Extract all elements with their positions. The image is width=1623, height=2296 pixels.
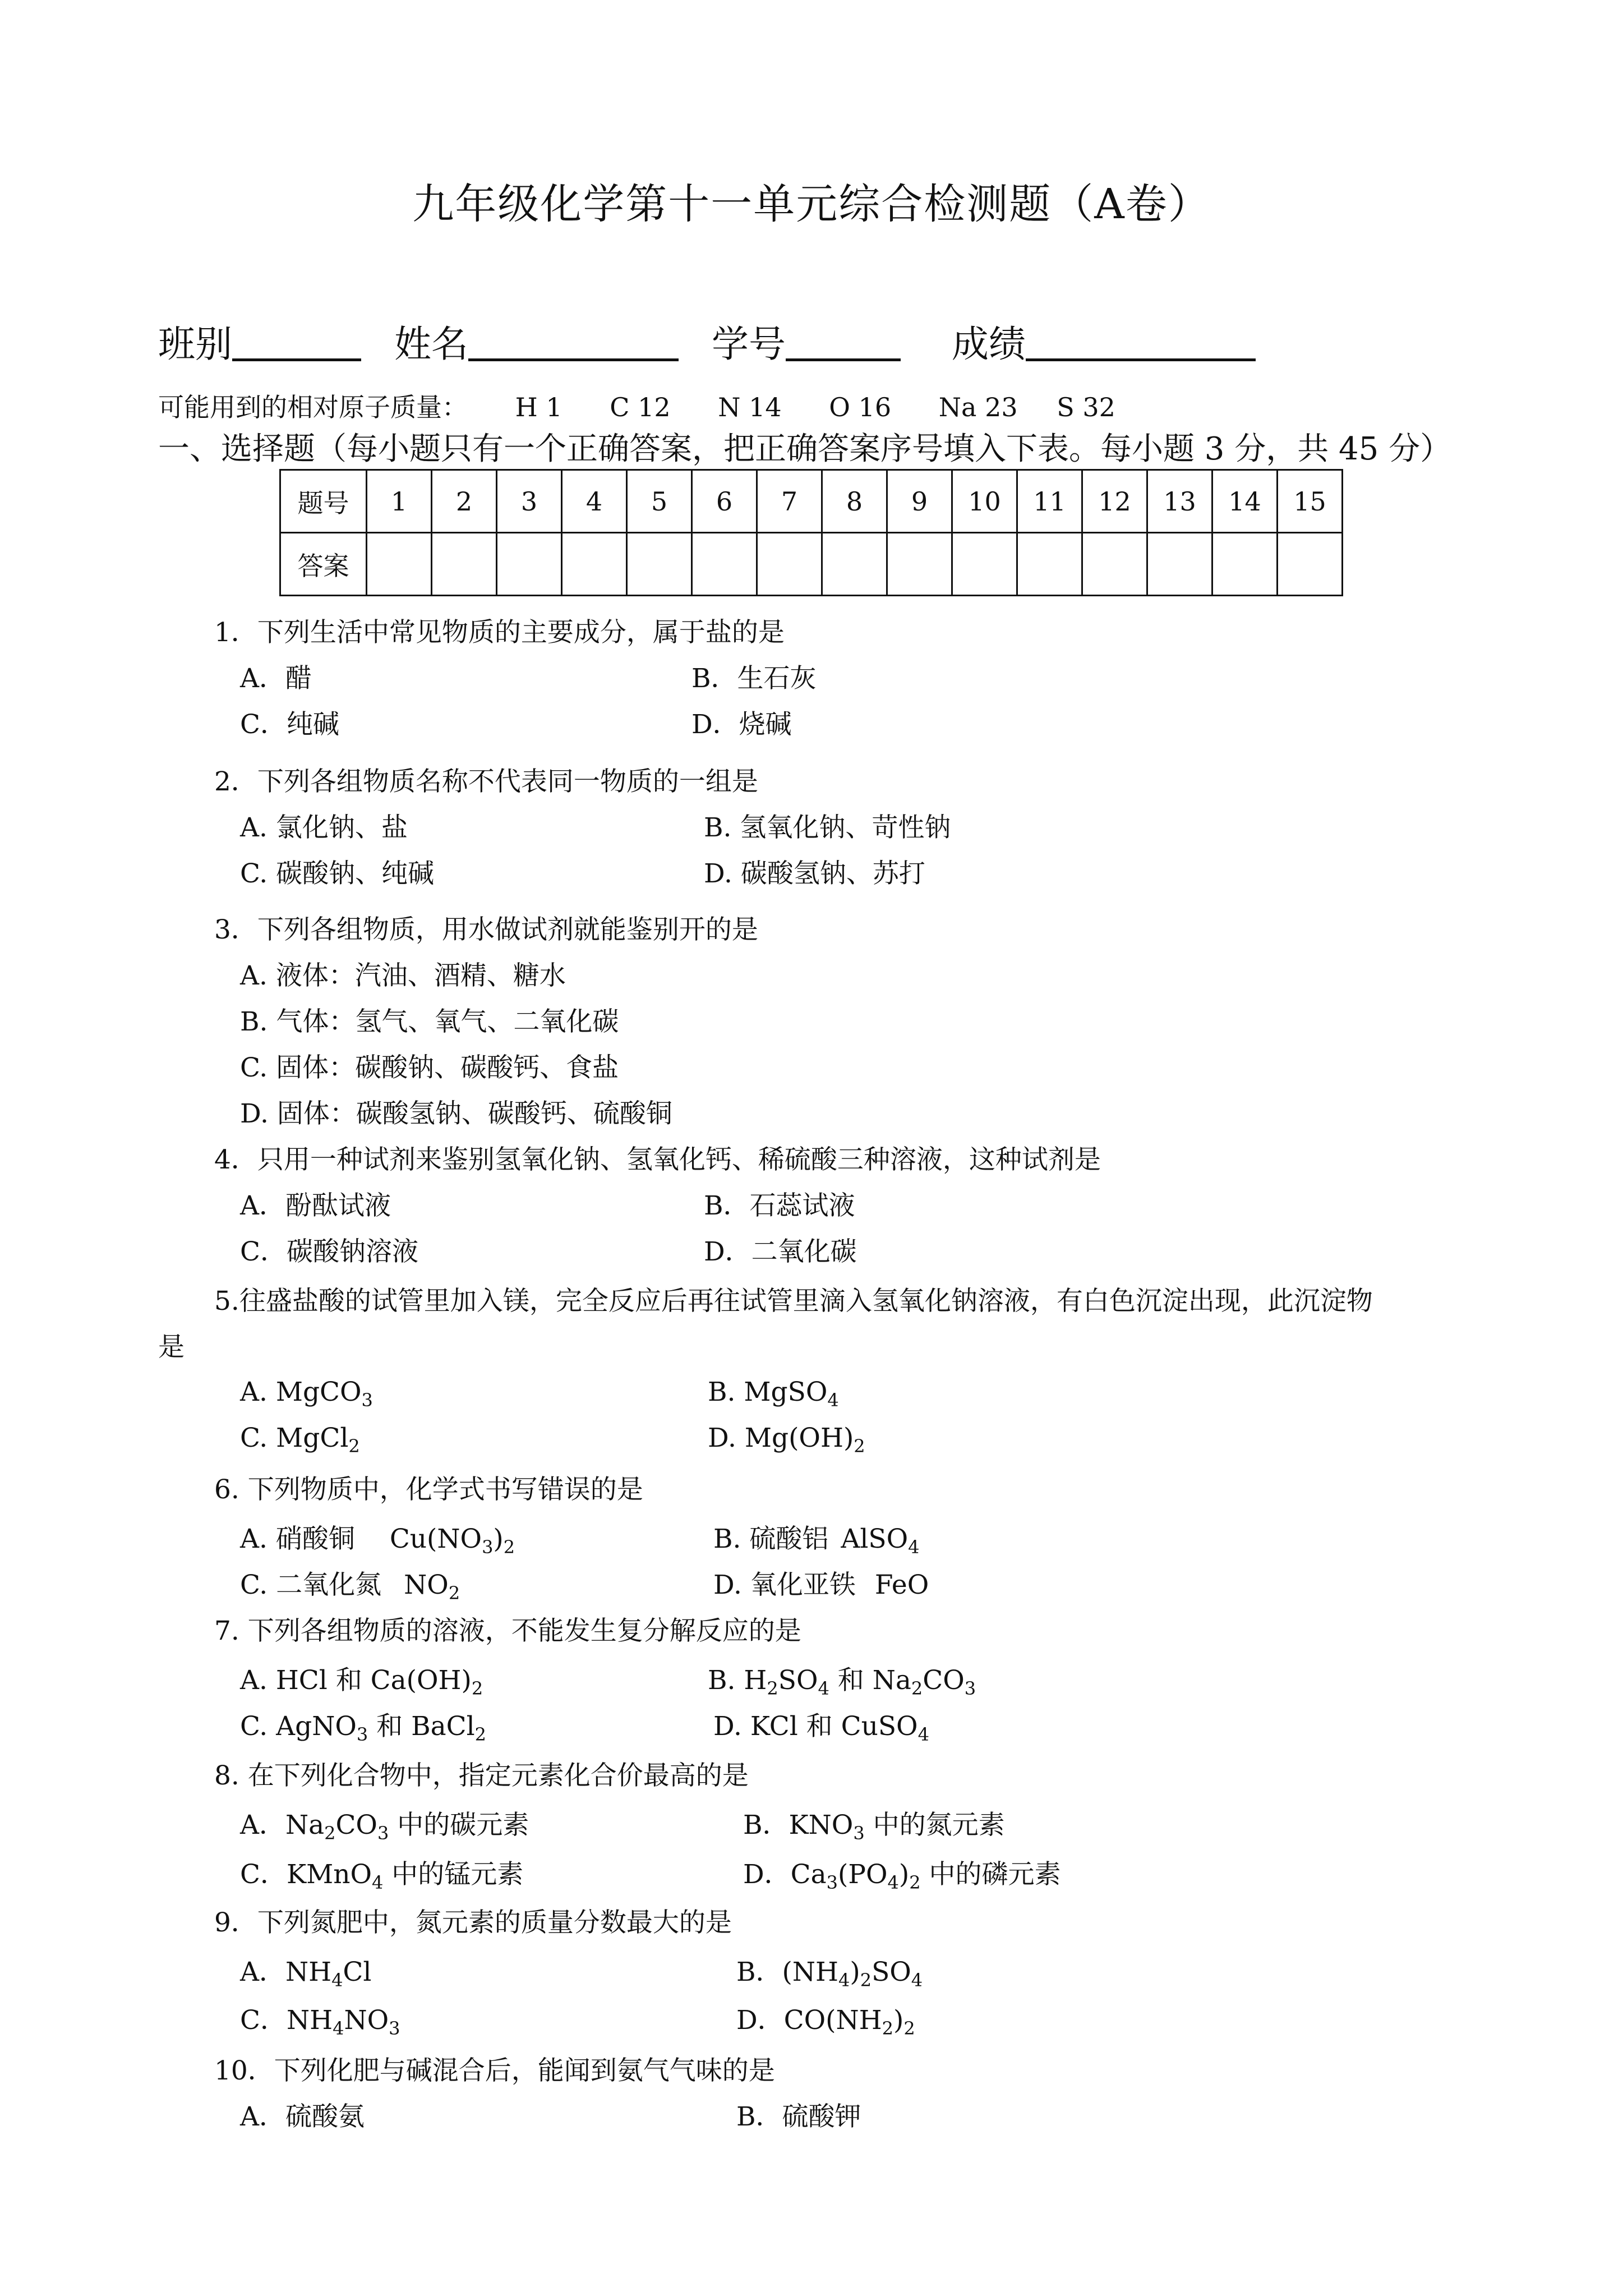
question-1-option-b: B．生石灰 xyxy=(691,663,817,694)
atomic-masses-line xyxy=(158,387,1115,424)
class-field[interactable] xyxy=(232,321,361,361)
question-number-cell: 13 xyxy=(1147,470,1212,533)
question-number-cell: 4 xyxy=(562,470,627,533)
question-7-option-b: B. $H_2SO_4$ 和 $Na_2CO_3$ xyxy=(708,1665,976,1699)
question-2-option-d: D. 碳酸氢钠、苏打 xyxy=(704,858,925,889)
question-3-option-a: A. 液体：汽油、酒精、糖水 xyxy=(240,960,566,991)
table-row xyxy=(280,470,1343,533)
question-5-option-c: C. MgCl$_2$ xyxy=(240,1423,360,1457)
atomic-mass-item: O 16 xyxy=(829,392,892,422)
question-9-option-c: C．$NH_4NO_3$ xyxy=(240,2005,400,2039)
answer-cell[interactable] xyxy=(627,533,692,596)
question-10-option-a: A．硫酸氨 xyxy=(240,2101,365,2132)
question-8-option-c: C．KMnO$_4$ 中的锰元素 xyxy=(240,1859,524,1893)
score-label: 成绩 xyxy=(951,323,1026,366)
question-2-stem: 2．下列各组物质名称不代表同一物质的一组是 xyxy=(214,766,758,797)
question-6-option-a: A. 硝酸铜 $Cu(NO_3)_2$ xyxy=(240,1524,515,1558)
answer-cell[interactable] xyxy=(1147,533,1212,596)
question-10-stem: 10．下列化肥与碱混合后，能闻到氨气气味的是 xyxy=(214,2055,775,2086)
question-number-cell: 10 xyxy=(952,470,1017,533)
question-9-option-d: D．$CO(NH_2)_2$ xyxy=(736,2005,915,2039)
question-5-stem-continuation: 是 xyxy=(158,1332,185,1363)
question-7-option-c: C. AgNO$_3$ 和 BaCl$_2$ xyxy=(240,1711,487,1745)
answer-cell[interactable] xyxy=(1017,533,1082,596)
name-label: 姓名 xyxy=(394,323,468,366)
answer-cell[interactable] xyxy=(432,533,497,596)
question-5-stem: 5.往盛盐酸的试管里加入镁，完全反应后再往试管里滴入氢氧化钠溶液，有白色沉淀出现，此沉淀物 xyxy=(214,1286,1373,1317)
question-5-option-a: A. MgCO$_3$ xyxy=(240,1377,373,1411)
table-header-cell: 答案 xyxy=(280,533,367,596)
answer-cell[interactable] xyxy=(692,533,757,596)
page-title: 九年级化学第十一单元综合检测题（A卷） xyxy=(412,180,1211,228)
student-info-line xyxy=(158,314,1256,367)
question-10-option-b: B．硫酸钾 xyxy=(736,2101,861,2132)
question-number-cell: 7 xyxy=(757,470,822,533)
question-1-stem: 1．下列生活中常见物质的主要成分，属于盐的是 xyxy=(214,617,785,648)
answer-cell[interactable] xyxy=(757,533,822,596)
question-9-stem: 9．下列氮肥中，氮元素的质量分数最大的是 xyxy=(214,1907,732,1938)
question-number-cell: 1 xyxy=(367,470,432,533)
question-number-cell: 12 xyxy=(1082,470,1147,533)
question-number-cell: 2 xyxy=(432,470,497,533)
section-heading: 一、选择题（每小题只有一个正确答案，把正确答案序号填入下表。每小题 3 分，共 45 分） xyxy=(158,431,1452,467)
answer-cell[interactable] xyxy=(1082,533,1147,596)
name-field[interactable] xyxy=(468,321,679,361)
question-4-option-a: A．酚酞试液 xyxy=(240,1190,391,1221)
answer-cell[interactable] xyxy=(367,533,432,596)
question-1-option-a: A．醋 xyxy=(240,663,312,694)
answer-cell[interactable] xyxy=(822,533,887,596)
question-number-cell: 8 xyxy=(822,470,887,533)
answer-cell[interactable] xyxy=(497,533,562,596)
question-6-stem: 6. 下列物质中，化学式书写错误的是 xyxy=(214,1474,643,1505)
question-4-option-c: C．碳酸钠溶液 xyxy=(240,1236,418,1267)
answer-cell[interactable] xyxy=(952,533,1017,596)
question-7-option-d: D. KCl 和 CuSO$_4$ xyxy=(713,1711,929,1745)
question-7-option-a: A. HCl 和 $Ca(OH)_2$ xyxy=(240,1665,483,1699)
score-field[interactable] xyxy=(1026,321,1256,361)
number-label: 学号 xyxy=(711,323,786,366)
table-row xyxy=(280,533,1343,596)
question-6-option-c: C. 二氧化氮 $NO_2$ xyxy=(240,1570,460,1604)
question-3-option-c: C. 固体：碳酸钠、碳酸钙、食盐 xyxy=(240,1052,619,1083)
question-2-option-c: C. 碳酸钠、纯碱 xyxy=(240,858,435,889)
question-5-option-b: B. MgSO$_4$ xyxy=(708,1377,839,1411)
question-2-option-b: B. 氢氧化钠、苛性钠 xyxy=(704,812,951,843)
question-8-stem: 8. 在下列化合物中，指定元素化合价最高的是 xyxy=(214,1760,749,1791)
question-9-option-a: A．$NH_4Cl$ xyxy=(240,1957,372,1991)
question-4-option-d: D．二氧化碳 xyxy=(704,1236,857,1267)
question-number-cell: 3 xyxy=(497,470,562,533)
question-5-option-d: D. $Mg(OH)_2$ xyxy=(708,1423,865,1457)
question-number-cell: 14 xyxy=(1212,470,1278,533)
question-1-option-d: D．烧碱 xyxy=(691,709,792,740)
answer-cell[interactable] xyxy=(887,533,952,596)
class-label: 班别 xyxy=(158,323,232,366)
atomic-mass-item: S 32 xyxy=(1057,392,1115,422)
atomic-mass-item: H 1 xyxy=(515,392,562,422)
question-4-option-b: B．石蕊试液 xyxy=(704,1190,855,1221)
question-8-option-d: D．$Ca_3(PO_4)_2$ 中的磷元素 xyxy=(743,1859,1061,1893)
question-1-option-c: C．纯碱 xyxy=(240,709,339,740)
question-number-cell: 6 xyxy=(692,470,757,533)
question-number-cell: 15 xyxy=(1278,470,1343,533)
number-field[interactable] xyxy=(786,321,901,361)
question-8-option-b: B．$KNO_3$ 中的氮元素 xyxy=(743,1810,1005,1844)
question-number-cell: 11 xyxy=(1017,470,1082,533)
atomic-masses-label: 可能用到的相对原子质量： xyxy=(158,392,468,422)
answer-cell[interactable] xyxy=(562,533,627,596)
question-2-option-a: A. 氯化钠、盐 xyxy=(240,812,408,843)
question-number-cell: 5 xyxy=(627,470,692,533)
question-4-stem: 4．只用一种试剂来鉴别氢氧化钠、氢氧化钙、稀硫酸三种溶液，这种试剂是 xyxy=(214,1144,1101,1175)
table-header-cell: 题号 xyxy=(280,470,367,533)
answer-cell[interactable] xyxy=(1278,533,1343,596)
question-8-option-a: A．$Na_2CO_3$ 中的碳元素 xyxy=(240,1810,529,1844)
question-3-stem: 3．下列各组物质，用水做试剂就能鉴别开的是 xyxy=(214,914,758,945)
question-number-cell: 9 xyxy=(887,470,952,533)
question-6-option-d: D. 氧化亚铁 FeO xyxy=(713,1570,929,1600)
question-6-option-b: B. 硫酸铝 AlSO$_4$ xyxy=(713,1524,920,1558)
atomic-mass-item: C 12 xyxy=(610,392,671,422)
question-9-option-b: B．$(NH_4)_2SO_4$ xyxy=(736,1957,923,1991)
question-7-stem: 7. 下列各组物质的溶液，不能发生复分解反应的是 xyxy=(214,1616,801,1646)
answer-table xyxy=(279,469,1343,596)
answer-cell[interactable] xyxy=(1212,533,1278,596)
atomic-mass-item: N 14 xyxy=(718,392,782,422)
question-3-option-d: D. 固体：碳酸氢钠、碳酸钙、硫酸铜 xyxy=(240,1098,672,1129)
question-3-option-b: B. 气体：氢气、氧气、二氧化碳 xyxy=(240,1006,619,1037)
atomic-mass-item: Na 23 xyxy=(938,392,1018,422)
